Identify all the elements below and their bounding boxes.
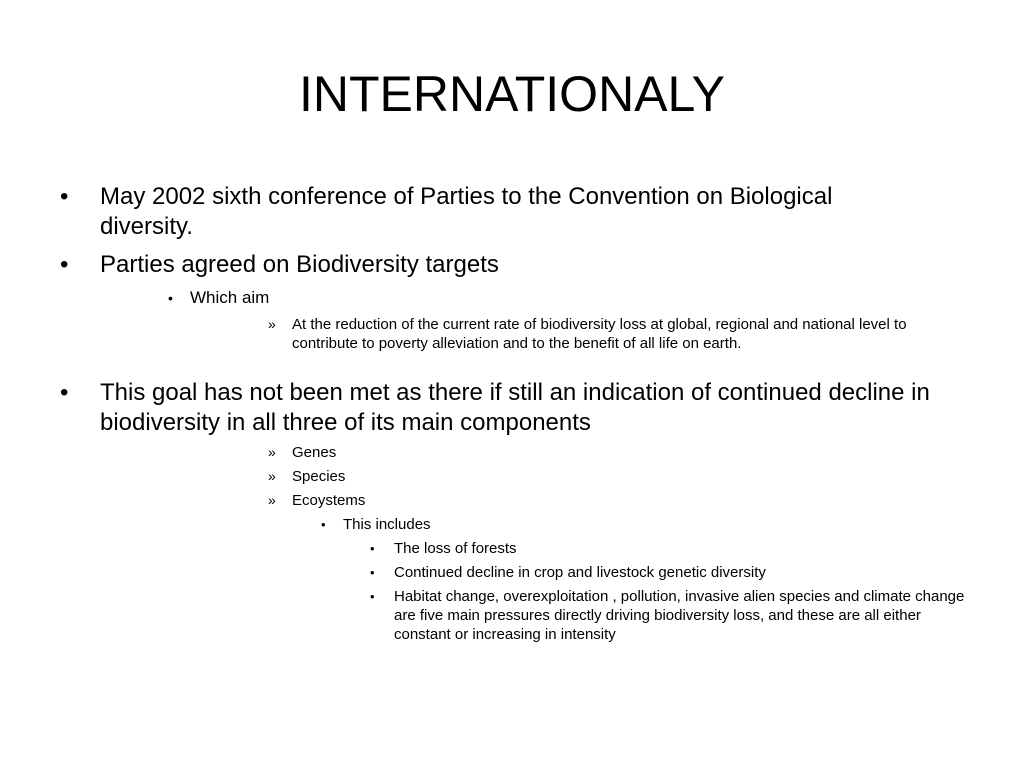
slide-title: INTERNATIONALY bbox=[299, 66, 725, 122]
bullet-marker: » bbox=[268, 444, 276, 460]
bullet-marker: • bbox=[60, 183, 69, 210]
bullet-item bbox=[268, 443, 692, 462]
bullet-text: Species bbox=[292, 468, 346, 485]
bullet-text: Continued decline in crop and livestock genetic diversity bbox=[394, 564, 766, 581]
bullet-text: Parties agreed on Biodiversity targets bbox=[100, 251, 499, 278]
bullet-marker: • bbox=[168, 290, 173, 306]
bullet-marker: • bbox=[321, 517, 326, 532]
bullet-text: The loss of forests bbox=[394, 540, 517, 557]
bullet-item bbox=[370, 539, 974, 558]
bullet-marker: • bbox=[370, 541, 375, 556]
bullet-item bbox=[370, 563, 974, 582]
bullet-text: Ecoystems bbox=[292, 492, 366, 509]
bullet-item bbox=[168, 287, 790, 309]
bullet-marker: • bbox=[60, 379, 69, 406]
bullet-item bbox=[60, 182, 900, 242]
bullet-item bbox=[321, 515, 743, 534]
bullet-text: Habitat change, overexploitation , pollution, invasive alien species and climate change are five main pressures directly driving biodiversity loss, and these are all either constant or increasing in intensity bbox=[394, 588, 965, 643]
bullet-item bbox=[370, 587, 974, 644]
bullet-marker: • bbox=[370, 565, 375, 580]
bullet-item bbox=[268, 491, 692, 510]
bullet-item bbox=[60, 378, 1000, 438]
bullet-item bbox=[268, 467, 692, 486]
bullet-marker: » bbox=[268, 316, 276, 332]
bullet-item bbox=[60, 250, 900, 280]
bullet-marker: • bbox=[370, 589, 375, 604]
bullet-text: This includes bbox=[343, 516, 431, 533]
bullet-marker: • bbox=[60, 251, 69, 278]
bullet-item bbox=[268, 315, 952, 353]
bullet-text: Which aim bbox=[190, 288, 270, 307]
bullet-text: Genes bbox=[292, 444, 337, 461]
bullet-text: At the reduction of the current rate of biodiversity loss at global, regional and national level to contribute to poverty alleviation and to the benefit of all life on earth. bbox=[292, 316, 907, 352]
bullet-text: May 2002 sixth conference of Parties to the Convention on Biological diversity. bbox=[100, 183, 833, 240]
bullet-marker: » bbox=[268, 468, 276, 484]
bullet-text: This goal has not been met as there if still an indication of continued decline in biodiversity in all three of its main components bbox=[100, 379, 930, 436]
bullet-marker: » bbox=[268, 492, 276, 508]
